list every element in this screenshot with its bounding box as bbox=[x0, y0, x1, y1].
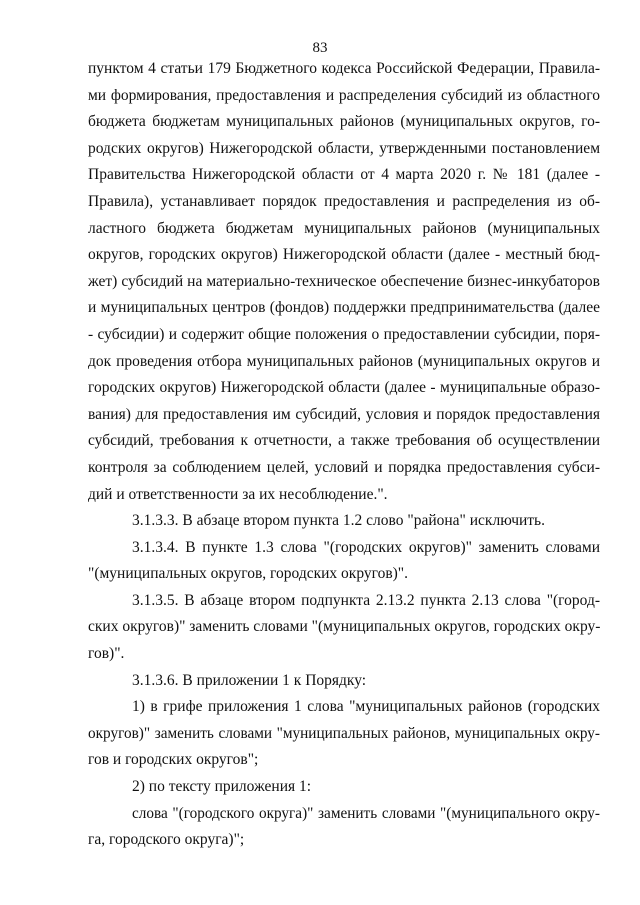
text-line: дий и ответственности за их несоблюдение.". bbox=[88, 485, 388, 503]
text-line: 3.1.3.4. В пункте 1.3 слова "(городских округов)" заменить словами bbox=[132, 538, 600, 556]
text-line: городских округов) Нижегородской области (далее - муниципальные образо- bbox=[88, 379, 600, 397]
text-line: Правила), устанавливает порядок предоставления и распределения из об- bbox=[88, 192, 600, 210]
text-line: субсидий, требования к отчетности, а также требования об осуществлении bbox=[88, 432, 600, 450]
text-line: ских округов)" заменить словами "(муниципальных округов, городских окру- bbox=[88, 618, 601, 636]
text-line: га, городского округа)"; bbox=[88, 831, 245, 849]
text-line: ми формирования, предоставления и распределения субсидий из областного bbox=[88, 86, 600, 104]
text-line: 3.1.3.5. В абзаце втором подпункта 2.13.2 пункта 2.13 слова "(город- bbox=[132, 591, 600, 609]
text-line: Правительства Нижегородской области от 4 марта 2020 г. № 181 (далее - bbox=[88, 166, 600, 184]
text-line: жет) субсидий на материально-техническое обеспечение бизнес-инкубаторов bbox=[88, 272, 600, 290]
text-line: контроля за соблюдением целей, условий и порядка предоставления субси- bbox=[88, 458, 600, 476]
text-line: и муниципальных центров (фондов) поддержки предпринимательства (далее bbox=[88, 299, 600, 317]
document-body bbox=[88, 56, 600, 854]
text-line: округов, городских округов) Нижегородской области (далее - местный бюд- bbox=[88, 246, 600, 264]
text-line: "(муниципальных округов, городских округов)". bbox=[88, 565, 409, 583]
text-line: вания) для предоставления им субсидий, условия и порядок предоставления bbox=[88, 405, 600, 423]
text-line: гов)". bbox=[88, 645, 125, 663]
text-line: ластного бюджета бюджетам муниципальных районов (муниципальных bbox=[88, 219, 600, 237]
text-line: бюджета бюджетам муниципальных районов (муниципальных округов, го- bbox=[88, 113, 600, 131]
text-line: родских округов) Нижегородской области, утвержденными постановлением bbox=[88, 139, 600, 157]
text-line: 3.1.3.6. В приложении 1 к Порядку: bbox=[132, 671, 367, 689]
text-line: 2) по тексту приложения 1: bbox=[132, 778, 312, 796]
text-line: 1) в грифе приложения 1 слова "муниципальных районов (городских bbox=[132, 698, 600, 716]
text-line: - субсидии) и содержит общие положения о предоставлении субсидии, поря- bbox=[88, 325, 600, 343]
text-line: пунктом 4 статьи 179 Бюджетного кодекса Российской Федерации, Правила- bbox=[88, 60, 600, 77]
text-line: док проведения отбора муниципальных районов (муниципальных округов и bbox=[88, 352, 600, 370]
text-line: гов и городских округов"; bbox=[88, 751, 259, 769]
text-line: слова "(городского округа)" заменить словами "(муниципального окру- bbox=[132, 804, 600, 822]
text-line: округов)" заменить словами "муниципальных районов, муниципальных окру- bbox=[88, 724, 600, 742]
text-line: 3.1.3.3. В абзаце втором пункта 1.2 слово "района" исключить. bbox=[132, 512, 545, 530]
page-number: 83 bbox=[312, 40, 328, 56]
